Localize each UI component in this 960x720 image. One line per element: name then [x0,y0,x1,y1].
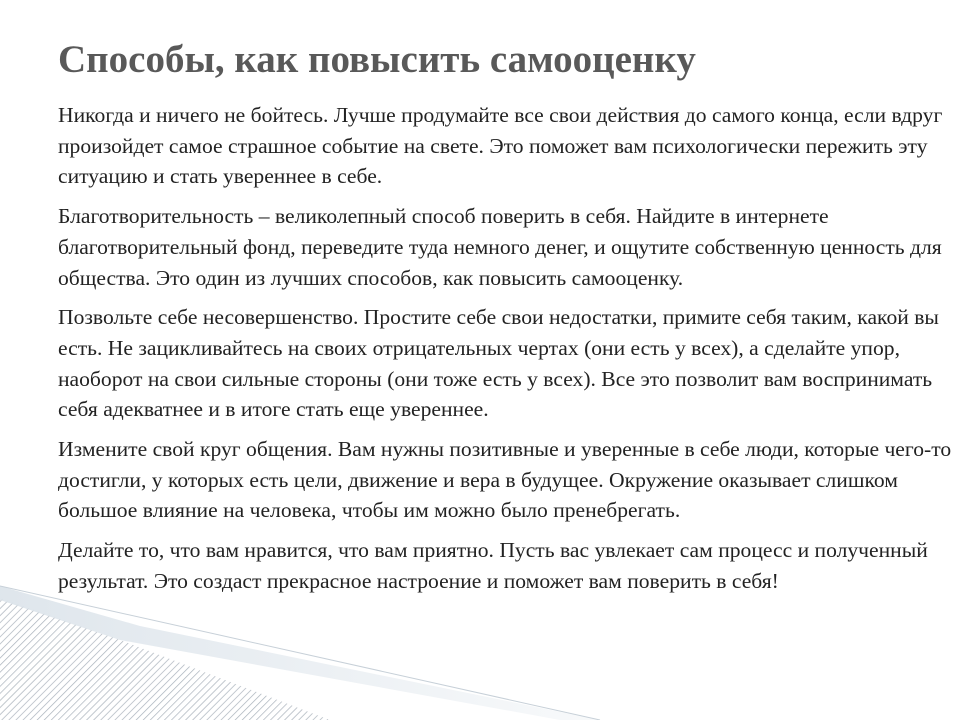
slide-body [58,100,958,606]
slide-title: Способы, как повысить самооценку [58,38,696,81]
paragraph-4: Измените свой круг общения. Вам нужны позитивные и уверенные в себе люди, которые чего-то достигли, у которых есть цели, движение и вера в будущее. Окружение оказывает слишком большое влияние на человека, чтобы им можно было пренебрегать. [58,437,952,523]
paragraph-3: Позвольте себе несовершенство. Простите себе свои недостатки, примите себя таким, какой вы есть. Не зацикливайтесь на своих отрицательных чертах (они есть у всех), а сделайте упор, наоборот на свои сильные стороны (они тоже есть у всех). Все это позволит вам воспринимать себя адекватнее и в итоге стать еще увереннее. [58,305,939,422]
paragraph-2: Благотворительность – великолепный способ поверить в себя. Найдите в интернете благотворительный фонд, переведите туда немного денег, и ощутите собственную ценность для общества. Это один из лучших способов, как повысить самооценку. [58,204,942,290]
paragraph-1: Никогда и ничего не бойтесь. Лучше продумайте все свои действия до самого конца, если вдруг произойдет самое страшное событие на свете. Это поможет вам психологически пережить эту ситуацию и стать увереннее в себе. [58,103,943,189]
paragraph-5: Делайте то, что вам нравится, что вам приятно. Пусть вас увлекает сам процесс и полученный результат. Это создаст прекрасное настроение и поможет вам поверить в себя! [58,538,928,593]
